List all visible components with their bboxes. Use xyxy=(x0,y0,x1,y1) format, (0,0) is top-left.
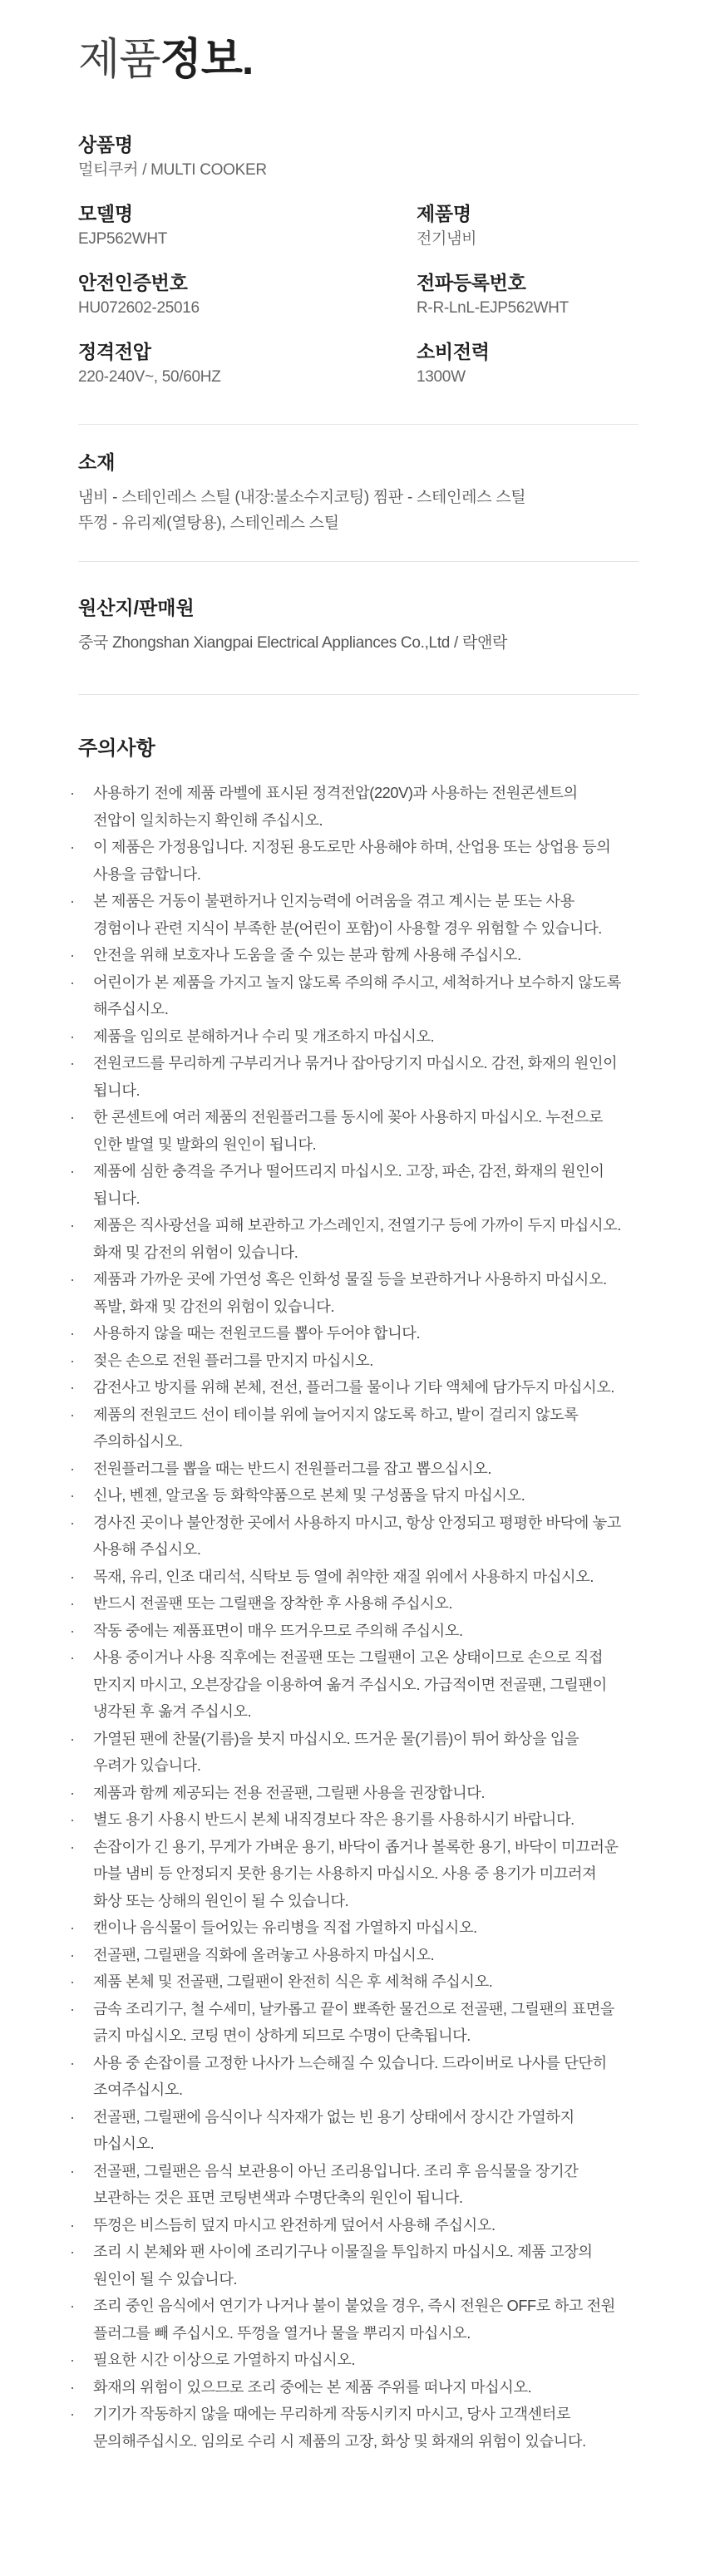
caution-item xyxy=(70,1510,639,1564)
caution-text-line: 본 제품은 거동이 불편하거나 인지능력에 어려움을 겪고 계시는 분 또는 사용 xyxy=(93,893,574,909)
caution-item xyxy=(70,1564,639,1591)
caution-text-line: 제품과 가까운 곳에 가연성 혹은 인화성 물질 등을 보관하거나 사용하지 마십시오. xyxy=(93,1271,607,1288)
origin-section xyxy=(78,562,639,694)
caution-text-line: 마블 냄비 등 안정되지 못한 용기는 사용하지 마십시오. 사용 중 용기가 미끄러져 xyxy=(93,1865,597,1882)
bullet-icon: · xyxy=(70,1027,75,1045)
spec-label: 모델명 xyxy=(78,203,133,224)
caution-text-line: 전원플러그를 뽑을 때는 반드시 전원플러그를 잡고 뽑으십시오. xyxy=(93,1460,491,1477)
material-line: 냄비 - 스테인레스 스틸 (내장:불소수지코팅) 찜판 - 스테인레스 스틸 xyxy=(78,489,526,506)
caution-text-line: 제품은 직사광선을 피해 보관하고 가스레인지, 전열기구 등에 가까이 두지 마십시오. xyxy=(93,1217,621,1234)
spec-label: 제품명 xyxy=(417,203,471,224)
spec-value: HU072602-25016 xyxy=(78,299,200,317)
origin-label: 원산지/판매원 xyxy=(78,597,195,618)
caution-text-line: 별도 용기 사용시 반드시 본체 내직경보다 작은 용기를 사용하시기 바랍니다. xyxy=(93,1811,574,1828)
caution-item xyxy=(70,1104,639,1158)
caution-item xyxy=(70,1320,639,1347)
origin-text: 중국 Zhongshan Xiangpai Electrical Appliances Co.,Ltd / 락앤락 xyxy=(78,634,508,652)
caution-text-line: 조여주십시오. xyxy=(93,2081,183,2098)
bullet-icon: · xyxy=(70,1055,75,1071)
caution-item xyxy=(70,2050,639,2104)
caution-text-line: 우려가 있습니다. xyxy=(93,1757,201,1774)
bullet-icon: · xyxy=(70,893,75,909)
spec-label: 안전인증번호 xyxy=(78,272,188,293)
bullet-icon: · xyxy=(70,1271,75,1288)
spec-value: EJP562WHT xyxy=(78,230,168,248)
bullet-icon: · xyxy=(70,1649,75,1666)
spec-item-name xyxy=(417,200,639,252)
bullet-icon: · xyxy=(70,973,75,991)
caution-text-line: 사용하기 전에 제품 라벨에 표시된 정격전압(220V)과 사용하는 전원콘센트의 xyxy=(93,785,578,801)
caution-title: 주의사항 xyxy=(78,737,155,760)
caution-text-line: 금속 조리기구, 철 수세미, 날카롭고 끝이 뾰족한 물건으로 전골팬, 그릴팬의 표면을 xyxy=(93,2000,615,2017)
caution-item xyxy=(70,1806,639,1834)
caution-item xyxy=(70,1590,639,1618)
caution-text-line: 어린이가 본 제품을 가지고 놀지 않도록 주의해 주시고, 세척하거나 보수하지 않도록 xyxy=(93,973,621,991)
caution-item xyxy=(70,1996,639,2050)
caution-text-line: 신나, 벤젠, 알코올 등 화학약품으로 본체 및 구성품을 닦지 마십시오. xyxy=(93,1487,525,1504)
caution-item xyxy=(70,2374,639,2401)
caution-text-line: 경험이나 관련 지식이 부족한 분(어린이 포함)이 사용할 경우 위험할 수 있습니다. xyxy=(93,919,602,937)
caution-text-line: 필요한 시간 이상으로 가열하지 마십시오. xyxy=(93,2352,356,2368)
spec-grid xyxy=(78,131,639,407)
caution-item xyxy=(70,1212,639,1266)
caution-item xyxy=(70,1914,639,1942)
caution-text-line: 됩니다. xyxy=(93,1081,141,1099)
bullet-icon: · xyxy=(70,1352,75,1369)
caution-text-line: 이 제품은 가정용입니다. 지정된 용도로만 사용해야 하며, 산업용 또는 상업용 등의 xyxy=(93,839,611,855)
caution-text-line: 젖은 손으로 전원 플러그를 만지지 마십시오. xyxy=(93,1352,373,1369)
caution-item xyxy=(70,1834,639,1915)
caution-item xyxy=(70,780,639,834)
spec-value: R-R-LnL-EJP562WHT xyxy=(417,299,569,317)
bullet-icon: · xyxy=(70,1919,75,1936)
caution-item xyxy=(70,888,639,942)
spec-rated-voltage xyxy=(78,338,417,390)
bullet-icon: · xyxy=(70,785,75,801)
caution-item xyxy=(70,1942,639,1969)
material-text xyxy=(78,485,639,536)
bullet-icon: · xyxy=(70,1217,75,1234)
caution-list xyxy=(70,780,639,2455)
spec-product-name xyxy=(78,131,639,183)
caution-text-line: 한 콘센트에 여러 제품의 전원플러그를 동시에 꽂아 사용하지 마십시오. 누전으로 xyxy=(93,1109,604,1125)
caution-text-line: 전압이 일치하는지 확인해 주십시오. xyxy=(93,811,323,829)
caution-item xyxy=(70,942,639,969)
bullet-icon: · xyxy=(70,2378,75,2396)
spec-label: 상품명 xyxy=(78,134,133,155)
bullet-icon: · xyxy=(70,2108,75,2125)
caution-item xyxy=(70,1726,639,1780)
caution-section xyxy=(70,695,639,2455)
bullet-icon: · xyxy=(70,1568,75,1585)
caution-text-line: 폭발, 화재 및 감전의 위험이 있습니다. xyxy=(93,1298,335,1315)
material-label: 소재 xyxy=(78,451,116,473)
caution-item xyxy=(70,969,639,1023)
bullet-icon: · xyxy=(70,1379,75,1396)
caution-item xyxy=(70,2158,639,2212)
page-title xyxy=(78,30,639,90)
caution-text-line: 사용 중이거나 사용 직후에는 전골팬 또는 그릴팬이 고온 상태이므로 손으로 직접 xyxy=(93,1649,604,1666)
bullet-icon: · xyxy=(70,839,75,855)
bullet-icon: · xyxy=(70,1109,75,1125)
caution-text-line: 해주십시오. xyxy=(93,1001,169,1017)
bullet-icon: · xyxy=(70,2054,75,2071)
caution-item xyxy=(70,1023,639,1051)
caution-text-line: 만지지 마시고, 오븐장갑을 이용하여 옮겨 주십시오. 가급적이면 전골팬, 그릴팬이 xyxy=(93,1676,607,1693)
caution-text-line: 제품을 임의로 분해하거나 수리 및 개조하지 마십시오. xyxy=(93,1027,435,1045)
bullet-icon: · xyxy=(70,2298,75,2314)
spec-radio-reg xyxy=(417,269,639,321)
bullet-icon: · xyxy=(70,947,75,963)
caution-text-line: 제품 본체 및 전골팬, 그릴팬이 완전히 식은 후 세척해 주십시오. xyxy=(93,1973,493,1990)
caution-item xyxy=(70,1644,639,1726)
caution-text-line: 전골팬, 그릴팬은 음식 보관용이 아닌 조리용입니다. 조리 후 음식물을 장기간 xyxy=(93,2162,579,2180)
bullet-icon: · xyxy=(70,2216,75,2234)
bullet-icon: · xyxy=(70,2406,75,2422)
caution-text-line: 주의하십시오. xyxy=(93,1433,183,1450)
bullet-icon: · xyxy=(70,1460,75,1477)
caution-text-line: 화재의 위험이 있으므로 조리 중에는 본 제품 주위를 떠나지 마십시오. xyxy=(93,2378,532,2396)
caution-text-line: 인한 발열 및 발화의 원인이 됩니다. xyxy=(93,1135,317,1153)
bullet-icon: · xyxy=(70,2000,75,2017)
bullet-icon: · xyxy=(70,2162,75,2180)
caution-text-line: 플러그를 빼 주십시오. 뚜껑을 열거나 물을 뿌리지 마십시오. xyxy=(93,2324,471,2342)
caution-item xyxy=(70,1266,639,1320)
caution-text-line: 기기가 작동하지 않을 때에는 무리하게 작동시키지 마시고, 당사 고객센터로 xyxy=(93,2406,571,2422)
caution-item xyxy=(70,2239,639,2293)
caution-text-line: 안전을 위해 보호자나 도움을 줄 수 있는 분과 함께 사용해 주십시오. xyxy=(93,947,521,963)
caution-text-line: 감전사고 방지를 위해 본체, 전선, 플러그를 물이나 기타 액체에 담가두지 마십시오. xyxy=(93,1379,615,1396)
caution-text-line: 작동 중에는 제품표면이 매우 뜨거우므로 주의해 주십시오. xyxy=(93,1622,463,1639)
page-title-light: 제품 xyxy=(78,36,160,84)
bullet-icon: · xyxy=(70,2352,75,2368)
caution-item xyxy=(70,1347,639,1375)
caution-text-line: 원인이 될 수 있습니다. xyxy=(93,2270,238,2288)
caution-text-line: 냉각된 후 옮겨 주십시오. xyxy=(93,1703,252,1720)
page-title-bold: 정보. xyxy=(160,36,254,84)
bullet-icon: · xyxy=(70,1730,75,1747)
caution-item xyxy=(70,1401,639,1455)
bullet-icon: · xyxy=(70,1325,75,1342)
caution-item xyxy=(70,1158,639,1212)
caution-text-line: 됩니다. xyxy=(93,1189,141,1207)
caution-text-line: 목재, 유리, 인조 대리석, 식탁보 등 열에 취약한 재질 위에서 사용하지 마십시오. xyxy=(93,1568,594,1585)
bullet-icon: · xyxy=(70,1163,75,1180)
spec-value: 전기냄비 xyxy=(417,230,477,248)
bullet-icon: · xyxy=(70,1784,75,1801)
bullet-icon: · xyxy=(70,2244,75,2260)
caution-text-line: 사용을 금합니다. xyxy=(93,865,201,883)
caution-text-line: 긁지 마십시오. 코팅 면이 상하게 되므로 수명이 단축됩니다. xyxy=(93,2027,471,2044)
spec-value: 220-240V~, 50/60HZ xyxy=(78,368,221,386)
caution-text-line: 사용해 주십시오. xyxy=(93,1541,201,1558)
spec-block xyxy=(78,90,639,407)
caution-item xyxy=(70,1374,639,1401)
caution-text-line: 제품의 전원코드 선이 테이블 위에 늘어지지 않도록 하고, 발이 걸리지 않도록 xyxy=(93,1406,579,1423)
caution-item xyxy=(70,1482,639,1510)
caution-text-line: 손잡이가 긴 용기, 무게가 가벼운 용기, 바닥이 좁거나 볼록한 용기, 바닥이 미끄러운 xyxy=(93,1838,619,1855)
caution-item xyxy=(70,1618,639,1645)
spec-value: 멀티쿠커 / MULTI COOKER xyxy=(78,161,267,179)
bullet-icon: · xyxy=(70,1487,75,1504)
material-line: 뚜껑 - 유리제(열탕용), 스테인레스 스틸 xyxy=(78,515,339,532)
bullet-icon: · xyxy=(70,1973,75,1990)
caution-text-line: 조리 중인 음식에서 연기가 나거나 불이 붙었을 경우, 즉시 전원은 OFF로 하고 전원 xyxy=(93,2298,615,2314)
caution-text-line: 경사진 곳이나 불안정한 곳에서 사용하지 마시고, 항상 안정되고 평평한 바닥에 놓고 xyxy=(93,1514,621,1531)
caution-text-line: 전원코드를 무리하게 구부리거나 묶거나 잡아당기지 마십시오. 감전, 화재의 원인이 xyxy=(93,1055,618,1071)
caution-text-line: 보관하는 것은 표면 코팅변색과 수명단축의 원인이 됩니다. xyxy=(93,2189,463,2206)
caution-text-line: 사용 중 손잡이를 고정한 나사가 느슨해질 수 있습니다. 드라이버로 나사를 단단히 xyxy=(93,2054,607,2071)
bullet-icon: · xyxy=(70,1406,75,1423)
caution-item xyxy=(70,2293,639,2347)
caution-item xyxy=(70,1455,639,1483)
caution-item xyxy=(70,2347,639,2374)
bullet-icon: · xyxy=(70,1595,75,1612)
bullet-icon: · xyxy=(70,1946,75,1963)
spec-safety-cert xyxy=(78,269,417,321)
caution-item xyxy=(70,834,639,888)
spec-power xyxy=(417,338,639,390)
caution-item xyxy=(70,2104,639,2158)
caution-text-line: 제품과 함께 제공되는 전용 전골팬, 그릴팬 사용을 권장합니다. xyxy=(93,1784,486,1801)
spec-label: 소비전력 xyxy=(417,341,490,362)
caution-text-line: 조리 시 본체와 팬 사이에 조리기구나 이물질을 투입하지 마십시오. 제품 고장의 xyxy=(93,2244,593,2260)
caution-text-line: 전골팬, 그릴팬을 직화에 올려놓고 사용하지 마십시오. xyxy=(93,1946,435,1963)
spec-label: 전파등록번호 xyxy=(417,272,526,293)
spec-model-name xyxy=(78,200,417,252)
caution-text-line: 반드시 전골팬 또는 그릴팬을 장착한 후 사용해 주십시오. xyxy=(93,1595,453,1612)
bullet-icon: · xyxy=(70,1811,75,1828)
caution-item xyxy=(70,2212,639,2239)
caution-text-line: 마십시오. xyxy=(93,2135,155,2152)
caution-text-line: 문의해주십시오. 임의로 수리 시 제품의 고장, 화상 및 화재의 위험이 있습니다. xyxy=(93,2432,586,2450)
caution-text-line: 화재 및 감전의 위험이 있습니다. xyxy=(93,1244,298,1261)
bullet-icon: · xyxy=(70,1514,75,1531)
caution-item xyxy=(70,2401,639,2455)
caution-text-line: 전골팬, 그릴팬에 음식이나 식자재가 없는 빈 용기 상태에서 장시간 가열하지 xyxy=(93,2108,574,2125)
spec-value: 1300W xyxy=(417,368,466,386)
bullet-icon: · xyxy=(70,1838,75,1855)
caution-text-line: 가열된 팬에 찬물(기름)을 붓지 마십시오. 뜨거운 물(기름)이 튀어 화상을 입을 xyxy=(93,1730,579,1747)
caution-text-line: 제품에 심한 충격을 주거나 떨어뜨리지 마십시오. 고장, 파손, 감전, 화재의 원인이 xyxy=(93,1163,604,1180)
bullet-icon: · xyxy=(70,1622,75,1639)
material-section xyxy=(78,425,639,561)
caution-text-line: 사용하지 않을 때는 전원코드를 뽑아 두어야 합니다. xyxy=(93,1325,421,1342)
caution-text-line: 뚜껑은 비스듬히 덮지 마시고 완전하게 덮어서 사용해 주십시오. xyxy=(93,2216,496,2234)
caution-item xyxy=(70,1968,639,1996)
caution-text-line: 화상 또는 상해의 원인이 될 수 있습니다. xyxy=(93,1892,349,1909)
spec-label: 정격전압 xyxy=(78,341,151,362)
caution-item xyxy=(70,1780,639,1807)
caution-item xyxy=(70,1050,639,1104)
caution-text-line: 캔이나 음식물이 들어있는 유리병을 직접 가열하지 마십시오. xyxy=(93,1919,477,1936)
